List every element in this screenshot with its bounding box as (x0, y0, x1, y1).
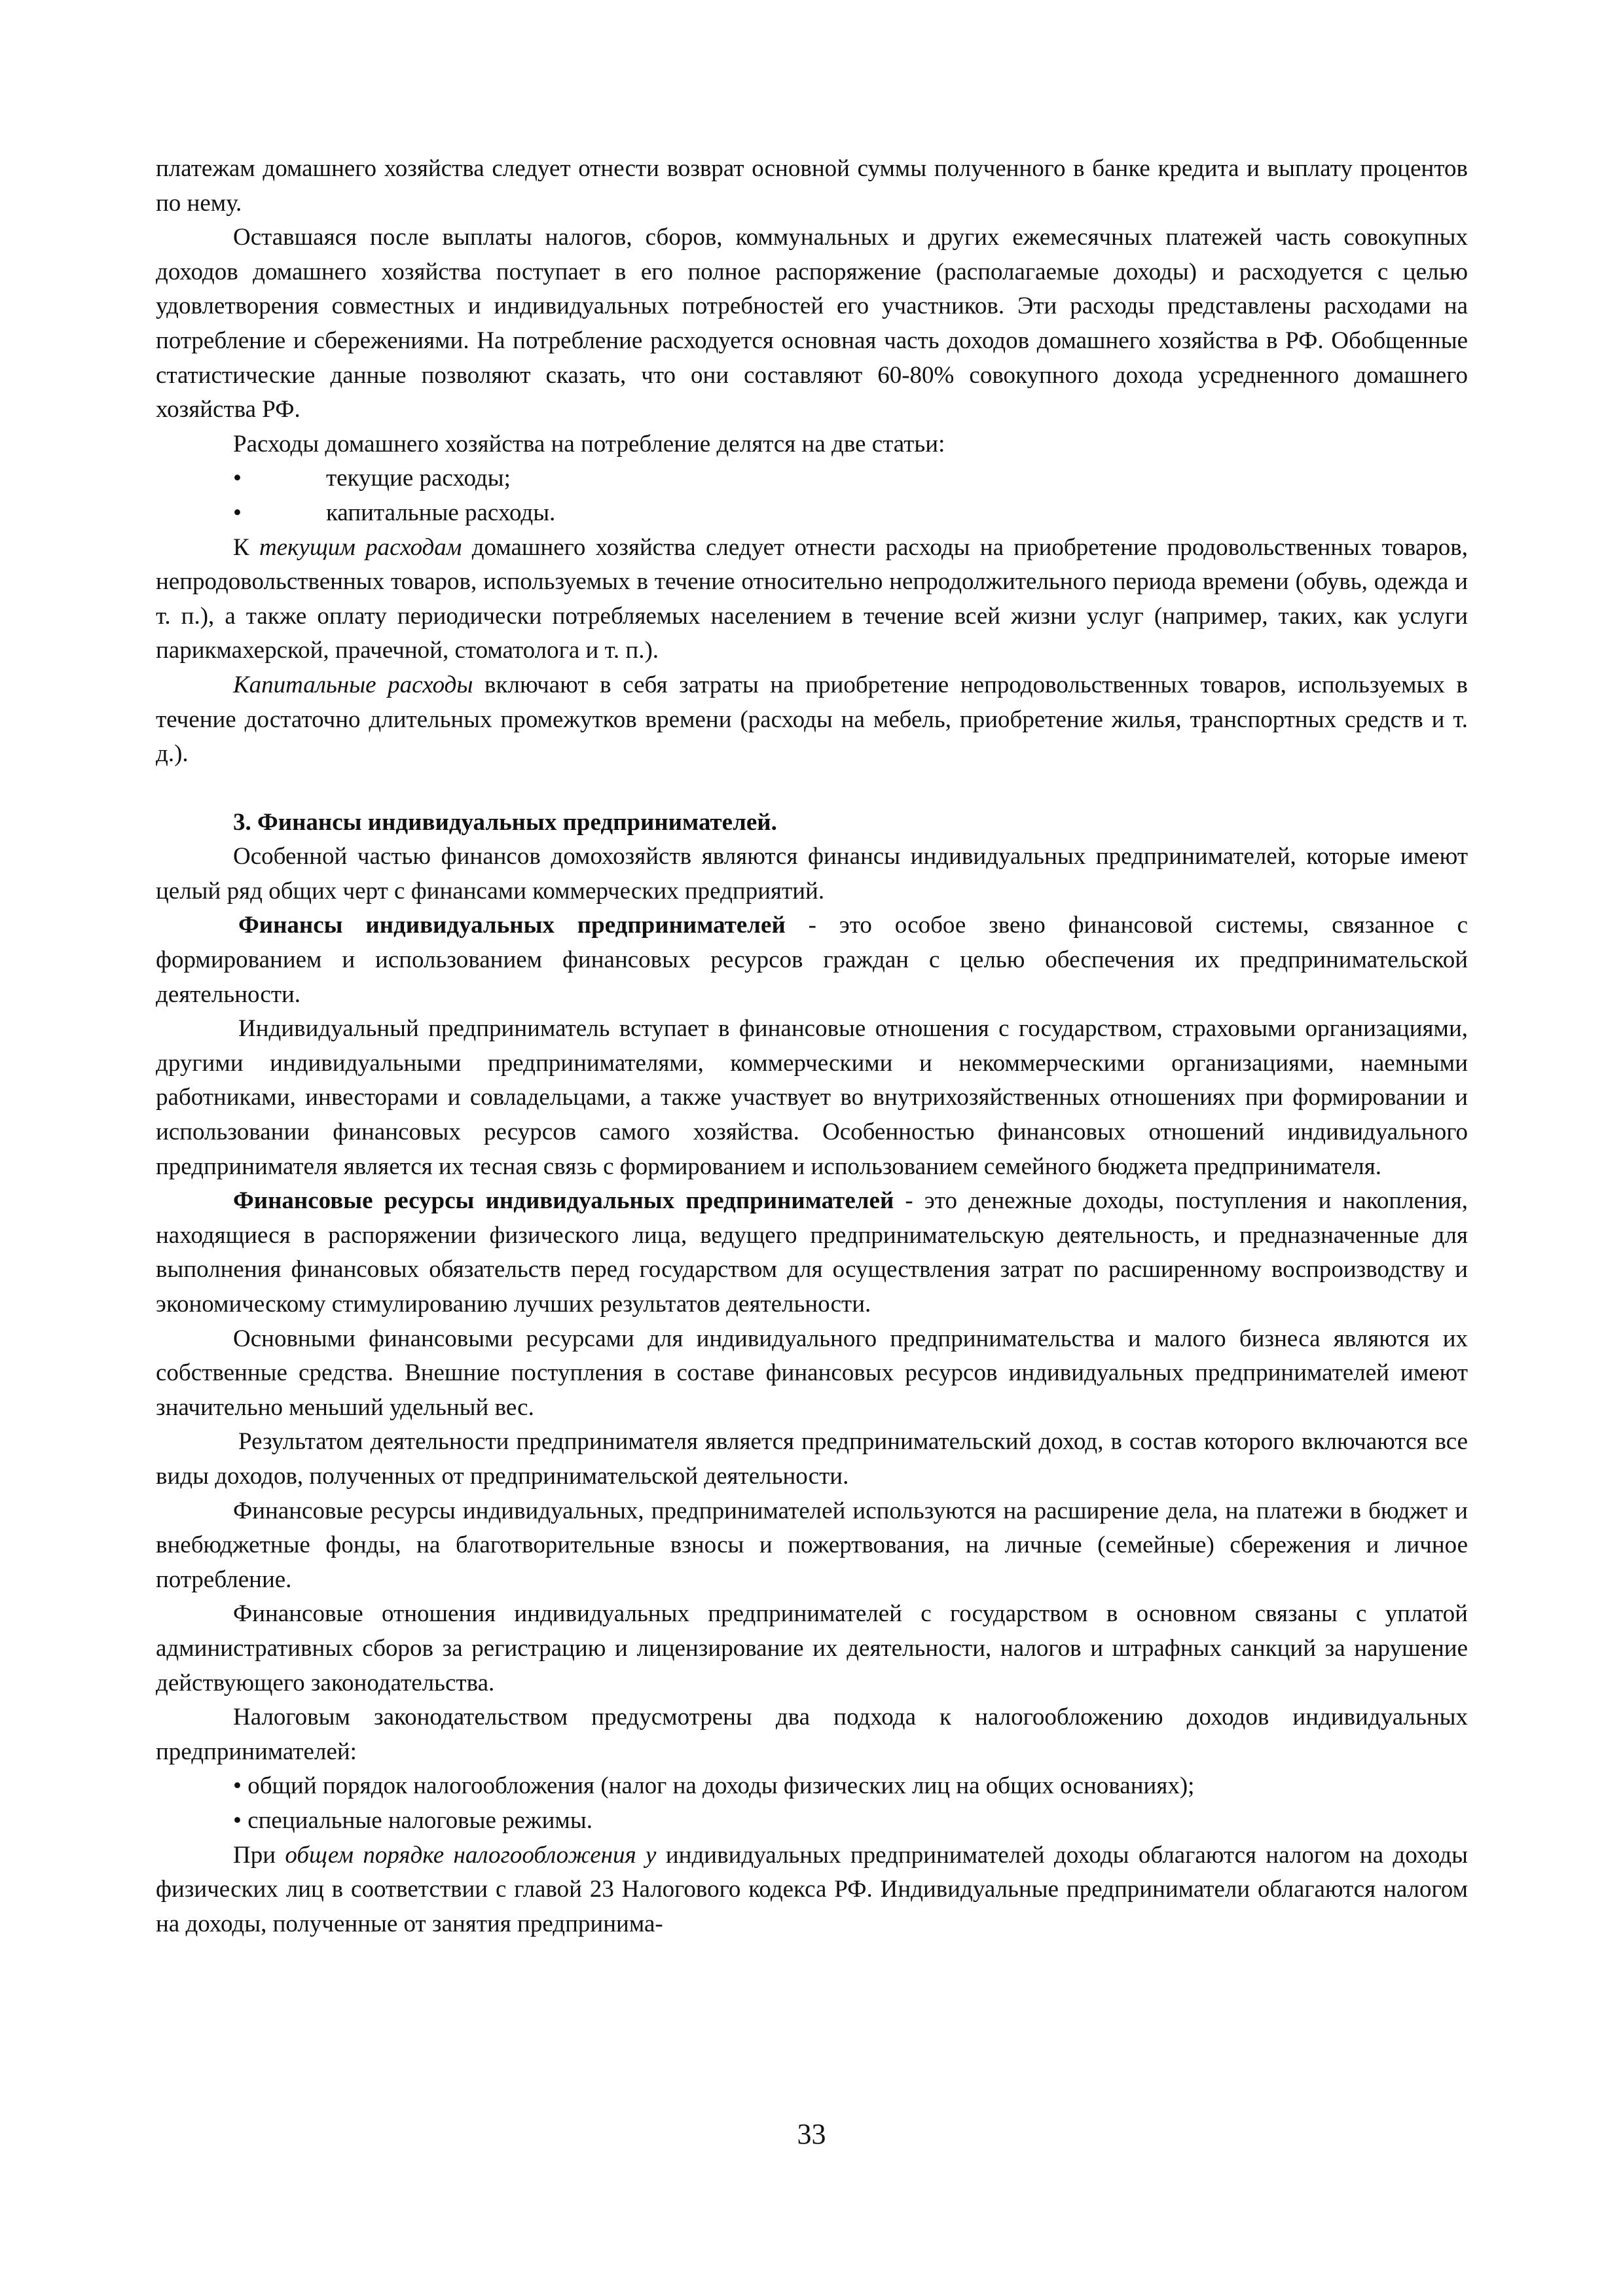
section-gap (156, 772, 1468, 806)
bold-term: Финансовые ресурсы индивидуальных предпринимателей (233, 1187, 894, 1215)
list-item-special-regimes: • специальные налоговые режимы. (233, 1806, 593, 1834)
bullet-mark: • (233, 499, 242, 526)
paragraph-intro: Особенной частью финансов домохозяйств являются финансы индивидуальных предпринимателей, которые имеют целый ряд общих черт с финансами коммерческих предприятий. (156, 843, 1468, 905)
section-heading: 3. Финансы индивидуальных предпринимателей. (233, 808, 777, 836)
list-item-text: капитальные расходы. (326, 499, 556, 526)
italic-term: общем порядке налогообложения у (285, 1841, 657, 1869)
paragraph-business-income: Результатом деятельности предпринимателя является предпринимательский доход, в состав которого включаются все виды доходов, полученных от предпринимательской деятельности. (156, 1428, 1468, 1490)
text-run: При (233, 1841, 285, 1869)
list-item-text: текущие расходы; (326, 465, 511, 492)
paragraph-resource-use: Финансовые ресурсы индивидуальных, предпринимателей используются на расширение дела, на платежи в бюджет и внебюджетные фонды, на благотворительные взносы и пожертвования, на личные (семейные) сбережения и личное потребление. (156, 1497, 1468, 1593)
list-item (156, 496, 1468, 531)
paragraph-own-funds: Основными финансовыми ресурсами для индивидуального предпринимательства и малого бизнеса являются их собственные средства. Внешние поступления в составе финансовых ресурсов индивидуальных предпринимателей имеют значительно меньший удельный вес. (156, 1325, 1468, 1421)
text-run: индивидуальных предпринимателей доходы облагаются налогом на доходы физических лиц в соответствии с главой 23 Налогового кодекса РФ. Индивидуальные предприниматели облагаются налогом на доходы, полученные от занятия предпринима- (156, 1841, 1468, 1937)
paragraph-disposable-income: Оставшаяся после выплаты налогов, сборов, коммунальных и других ежемесячных платежей часть совокупных доходов домашнего хозяйства поступает в его полное распоряжение (располагаемые доходы) и расходуется с целью удовлетворения совместных и индивидуальных потребностей его участников. Эти расходы представлены расходами на потребление и сбережениями. На потребление расходуется основная часть доходов домашнего хозяйства в РФ. Обобщенные статистические данные позволяют сказать, что они составляют 60-80% совокупного дохода усредненного домашнего хозяйства РФ. (156, 224, 1468, 423)
paragraph-tax-approaches: Налоговым законодательством предусмотрены два подхода к налогообложению доходов индивидуальных предпринимателей: (156, 1704, 1468, 1765)
bullet-mark: • (233, 465, 242, 492)
list-item-general-regime: • общий порядок налогообложения (налог на доходы физических лиц на общих основаниях); (233, 1772, 1195, 1800)
text-run: домашнего хозяйства следует отнести расходы на приобретение продовольственных товаров, непродовольственных товаров, используемых в течение относительно непродолжительного периода времени (обувь, одежда и т. п.), а также оплату периодически потребляемых населением в течение всей жизни услуг (например, таких, как услуги парикмахерской, прачечной, стоматолога и т. п.). (156, 533, 1468, 664)
page-body (156, 152, 1468, 1941)
page-number: 33 (797, 2118, 826, 2150)
paragraph-continued: платежам домашнего хозяйства следует отнести возврат основной суммы полученного в банке кредита и выплату процентов по нему. (156, 155, 1468, 217)
bold-term: Финансы индивидуальных предпринимателей (238, 912, 786, 939)
paragraph-capital-expenses (156, 668, 1468, 772)
paragraph-definition-finances (156, 908, 1468, 1012)
paragraph-consumption-split: Расходы домашнего хозяйства на потребление делятся на две статьи: (233, 430, 945, 457)
paragraph-financial-relations: Индивидуальный предприниматель вступает в финансовые отношения с государством, страховыми организациями, другими индивидуальными предпринимателями, коммерческими и некоммерческими организациями, наемными работниками, инвесторами и совладельцами, а также участвует во внутрихозяйственных отношениях при формировании и использовании финансовых ресурсов самого хозяйства. Особенностью финансовых отношений индивидуального предпринимателя является их тесная связь с формированием и использованием семейного бюджета предпринимателя. (156, 1015, 1468, 1180)
italic-term: Капитальные расходы (233, 671, 473, 698)
text-run: - это денежные доходы, поступления и накопления, находящиеся в распоряжении физического лица, ведущего предпринимательскую деятельность, и предназначенные для выполнения финансовых обязательств перед государством для осуществления затрат по расширенному воспроизводству и экономическому стимулированию лучших результатов деятельности. (156, 1187, 1468, 1318)
text-run: - это особое звено финансовой системы, связанное с формированием и использованием финансовых ресурсов граждан с целью обеспечения их предпринимательской деятельности. (156, 912, 1468, 1008)
italic-term: текущим расходам (259, 533, 462, 561)
text-run: К (233, 533, 259, 561)
text-run: включают в себя затраты на приобретение непродовольственных товаров, используемых в течение достаточно длительных промежутков времени (расходы на мебель, приобретение жилья, транспортных средств и т. д.). (156, 671, 1468, 768)
list-item (156, 461, 1468, 496)
paragraph-general-taxation (156, 1839, 1468, 1942)
paragraph-current-expenses (156, 531, 1468, 668)
paragraph-definition-resources (156, 1184, 1468, 1321)
paragraph-state-relations: Финансовые отношения индивидуальных предпринимателей с государством в основном связаны с уплатой административных сборов за регистрацию и лицензирование их деятельности, налогов и штрафных санкций за нарушение действующего законодательства. (156, 1600, 1468, 1696)
